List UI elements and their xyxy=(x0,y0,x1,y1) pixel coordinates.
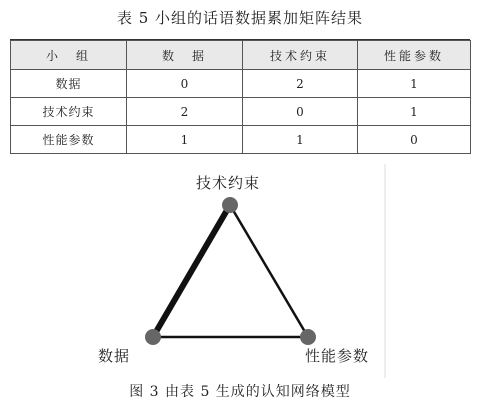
node-data xyxy=(145,329,161,345)
header-cell: 技术约束 xyxy=(243,41,358,70)
figure-caption: 图 3 由表 5 生成的认知网络模型 xyxy=(129,384,351,400)
matrix-cell: 1 xyxy=(243,126,358,154)
accumulation-matrix-table xyxy=(10,40,471,154)
matrix-cell: 1 xyxy=(358,98,471,126)
header-cell: 性能参数 xyxy=(358,41,471,70)
table-row xyxy=(11,126,471,154)
matrix-cell: 1 xyxy=(358,70,471,98)
table-title: 表 5 小组的话语数据累加矩阵结果 xyxy=(116,9,364,27)
matrix-cell: 0 xyxy=(358,126,471,154)
table-row xyxy=(11,98,471,126)
matrix-cell: 0 xyxy=(127,70,243,98)
table-row xyxy=(11,70,471,98)
node-technical-constraint xyxy=(222,197,238,213)
row-label: 数据 xyxy=(11,70,127,98)
row-label: 技术约束 xyxy=(11,98,127,126)
node-performance-parameter xyxy=(300,329,316,345)
matrix-cell: 2 xyxy=(243,70,358,98)
edge-data-technical-constraint xyxy=(153,205,230,337)
matrix-cell: 1 xyxy=(127,126,243,154)
node-label-performance-parameter: 性能参数 xyxy=(305,347,370,365)
header-cell: 小 组 xyxy=(11,41,127,70)
header-cell: 数 据 xyxy=(127,41,243,70)
node-label-data: 数据 xyxy=(98,347,131,365)
matrix-cell: 2 xyxy=(127,98,243,126)
node-label-technical-constraint: 技术约束 xyxy=(196,174,261,192)
row-label: 性能参数 xyxy=(11,126,127,154)
edge-technical-constraint-performance-parameter xyxy=(230,205,308,337)
cognitive-network-diagram xyxy=(0,160,480,380)
table-header-row xyxy=(11,41,471,70)
matrix-cell: 0 xyxy=(243,98,358,126)
